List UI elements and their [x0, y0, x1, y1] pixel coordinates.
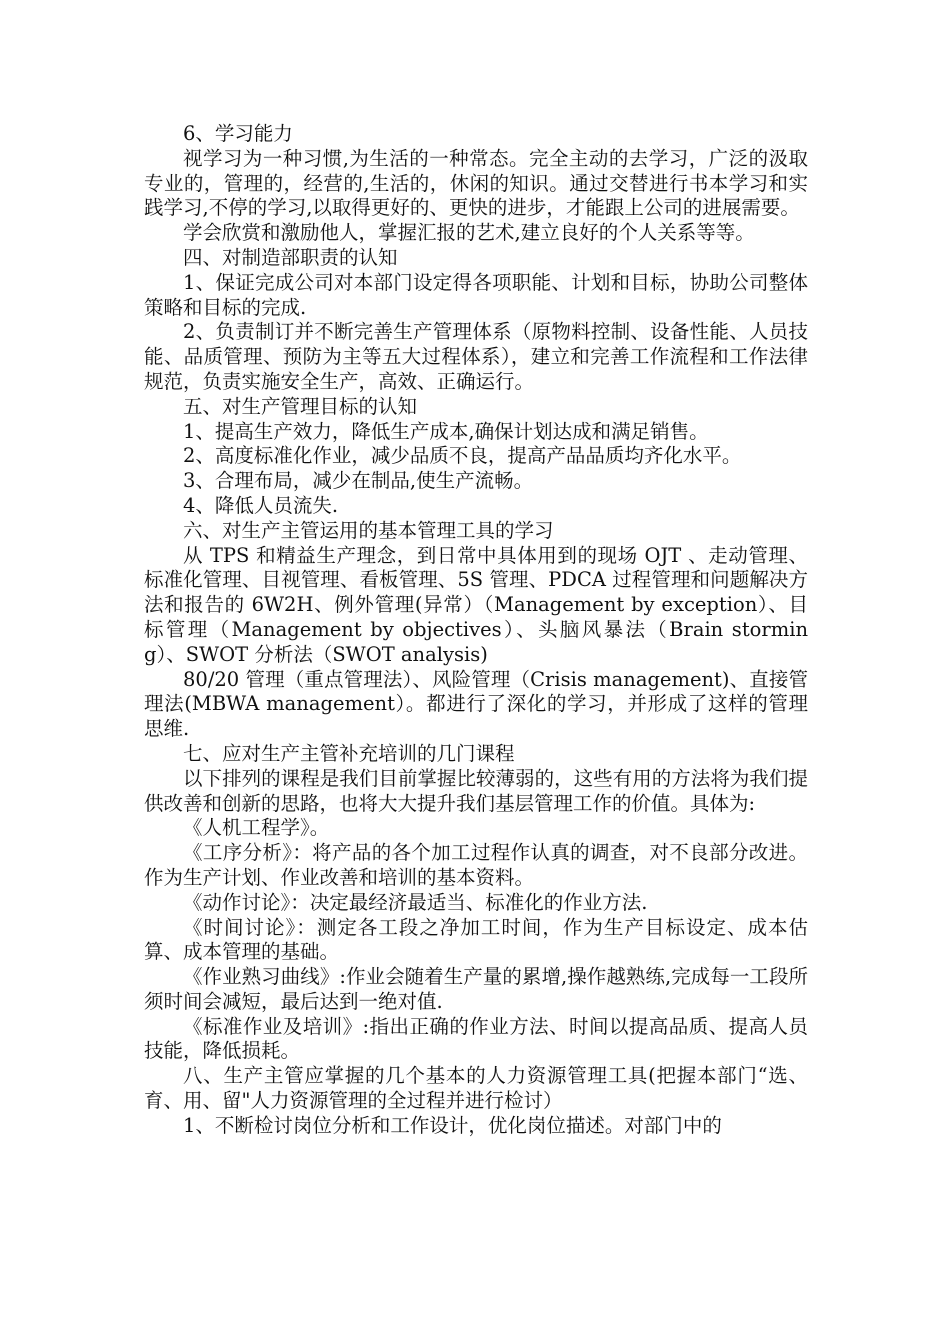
course-learning-curve: 《作业熟习曲线》:作业会随着生产量的累增,操作越熟练,完成每一工段所须时间会减短，最后达到一绝对值.: [144, 965, 808, 1013]
list-item-5-3: 3、合理布局，减少在制品,使生产流畅。: [183, 469, 534, 493]
paragraph-management-tools: 从 TPS 和精益生产理念，到日常中具体用到的现场 OJT 、走动管理、标准化管理、目视管理、看板管理、5S 管理、PDCA 过程管理和问题解决方法和报告的 6W2H、例外管理(异常）（Management by exception）、目标管理（Management by objectives）、头脑风暴法（Brain storming）、SWOT 分析法（SWOT analysis): [144, 543, 808, 666]
heading-section-5: 五、对生产管理目标的认知: [183, 394, 418, 418]
course-time-study: 《时间讨论》：测定各工段之净加工时间，作为生产目标设定、成本估算、成本管理的基础。: [144, 915, 808, 964]
course-ergonomics: 《人机工程学》。: [183, 816, 330, 840]
paragraph-courses-intro: 以下排列的课程是我们目前掌握比较薄弱的，这些有用的方法将为我们提供改善和创新的思路，也将大大提升我们基层管理工作的价值。具体为:: [144, 766, 808, 815]
list-item-8-1: 1、不断检讨岗位分析和工作设计，优化岗位描述。对部门中的: [183, 1113, 722, 1137]
list-item-4-2: 2、负责制订并不断完善生产管理体系（原物料控制、设备性能、人员技能、品质管理、预防为主等五大过程体系），建立和完善工作流程和工作法律规范，负责实施安全生产，高效、正确运行。: [144, 320, 808, 393]
list-item-5-4: 4、降低人员流失.: [183, 493, 339, 517]
course-process-analysis: 《工序分析》：将产品的各个加工过程作认真的调查，对不良部分改进。作为生产计划、作业改善和培训的基本资料。: [144, 841, 808, 889]
list-item-5-1: 1、提高生产效力，降低生产成本,确保计划达成和满足销售。: [183, 419, 709, 443]
heading-section-4: 四、对制造部职责的认知: [183, 245, 398, 269]
list-item-4-1: 1、保证完成公司对本部门设定得各项职能、计划和目标，协助公司整体策略和目标的完成.: [144, 270, 808, 319]
heading-learning-ability: 6、学习能力: [183, 122, 293, 145]
course-motion-study: 《动作讨论》：决定最经济最适当、标准化的作业方法.: [183, 890, 648, 914]
heading-section-7: 七、应对生产主管补充培训的几门课程: [183, 741, 515, 765]
heading-section-6: 六、对生产主管运用的基本管理工具的学习: [183, 518, 554, 542]
course-standard-work: 《标准作业及培训》:指出正确的作业方法、时间以提高品质、提高人员技能，降低损耗。: [144, 1014, 808, 1063]
paragraph-learning-habit: 视学习为一种习惯,为生活的一种常态。完全主动的去学习，广泛的汲取专业的，管理的，经营的,生活的，休闲的知识。通过交替进行书本学习和实践学习,不停的学习,以取得更好的、更快的进步，才能跟上公司的进展需要。: [144, 146, 808, 220]
heading-section-8: 八、生产主管应掌握的几个基本的人力资源管理工具(把握本部门“选、育、用、留"人力资源管理的全过程并进行检讨）: [144, 1064, 808, 1113]
list-item-5-2: 2、高度标准化作业，减少品质不良，提高产品品质均齐化水平。: [183, 444, 742, 468]
paragraph-management-methods: 80/20 管理（重点管理法）、风险管理（Crisis management)、直接管理法(MBWA management）。都进行了深化的学习，并形成了这样的管理思维.: [144, 667, 808, 741]
paragraph-appreciate-others: 学会欣赏和激励他人，掌握汇报的艺术,建立良好的个人关系等等。: [183, 221, 755, 245]
document-body: [144, 122, 808, 1139]
